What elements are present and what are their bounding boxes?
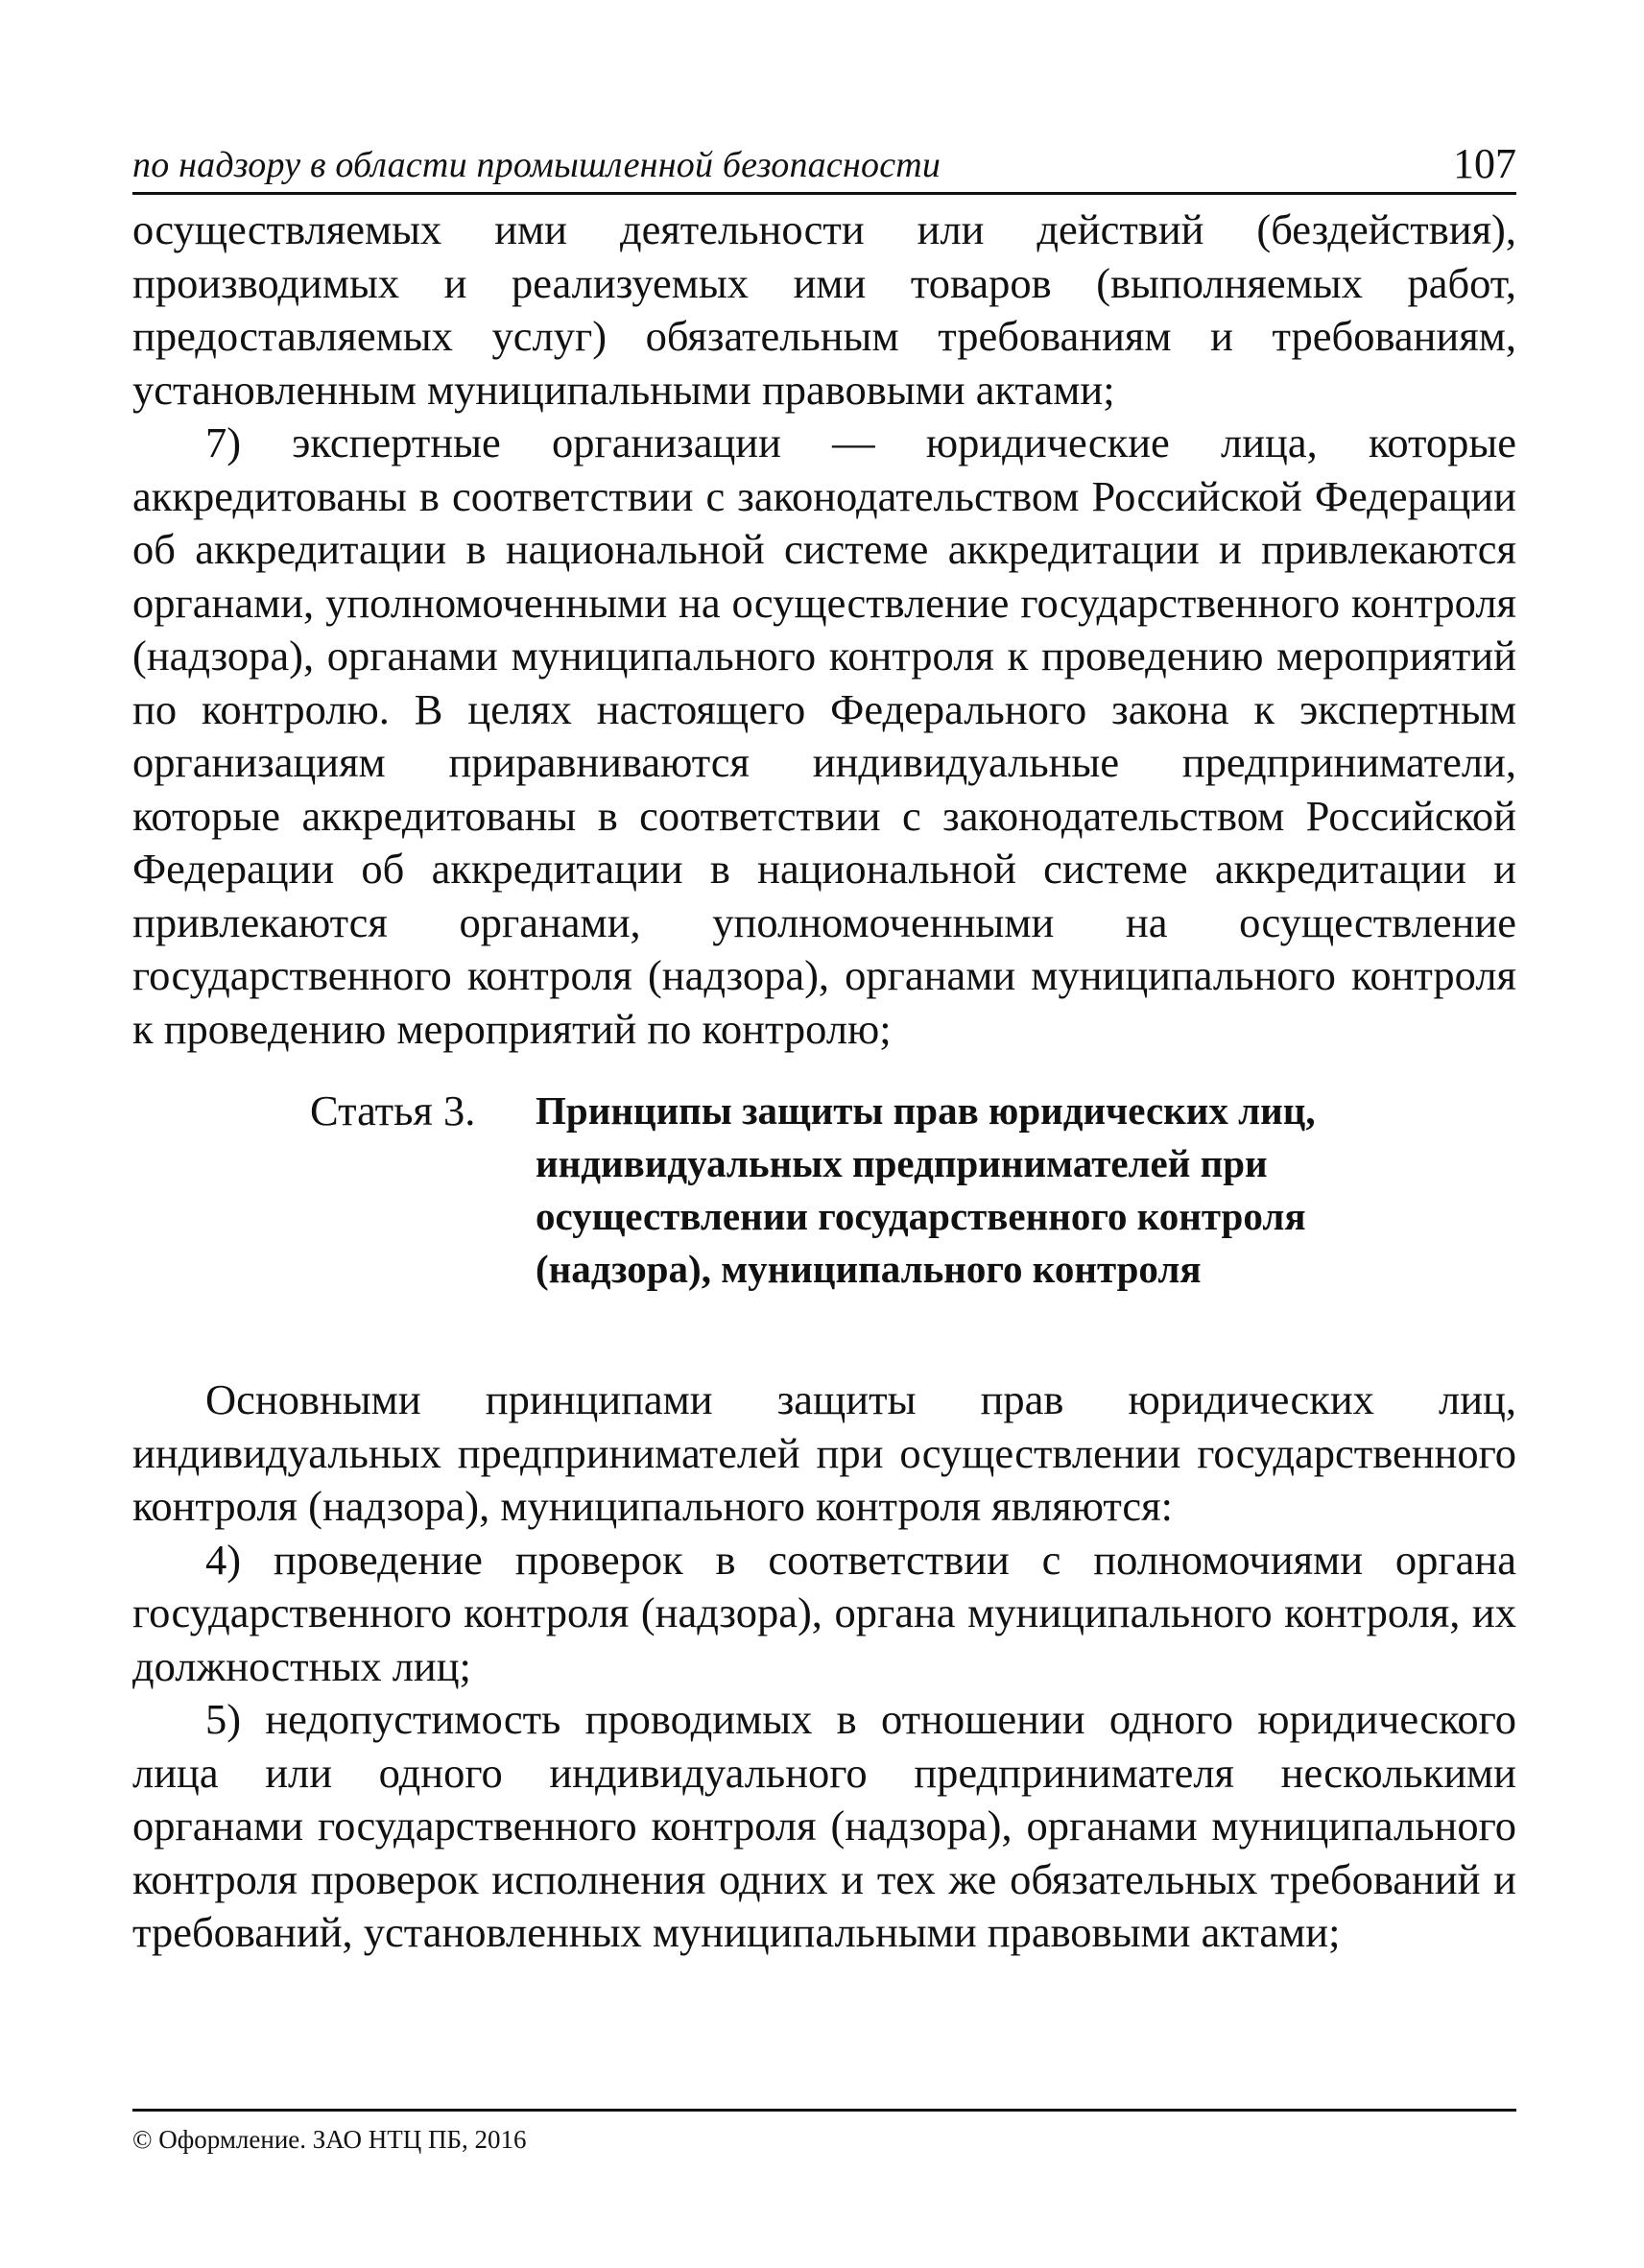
paragraph-item-4: 4) проведение проверок в соответствии с полномочиями органа государственного контроля (надзора), органа муниципального контроля, их должностных лиц; [132, 1535, 1516, 1690]
footer [132, 2109, 1516, 2155]
copyright-text: © Оформление. ЗАО НТЦ ПБ, 2016 [132, 2125, 527, 2154]
running-header [132, 134, 1516, 195]
article-number: Статья 3. [310, 1086, 476, 1134]
page-number: 107 [1453, 140, 1516, 187]
paragraph-item-5: 5) недопустимость проводимых в отношении одного юридического лица или одного индивидуального предпринимателя несколькими органами государственного контроля (надзора), органами муниципального контроля проверок исполнения одних и тех же обязательных требований и требований, установленных муниципальными правовыми актами; [132, 1695, 1516, 1956]
running-title: по надзору в области промышленной безопасности [132, 145, 941, 185]
article-heading [132, 1085, 1516, 1349]
article-title: Принципы защиты прав юридических лиц, индивидуальных предпринимателей при осуществлении государственного контроля (надзора), муниципального контроля [536, 1088, 1316, 1291]
paragraph-continuation: осуществляемых ими деятельности или действий (бездействия), производимых и реализуемых ими товаров (выполняемых работ, предоставляемых услуг) обязательным требованиям и требованиям, установленным муниципальными правовыми актами; [132, 205, 1516, 414]
paragraph-item-7: 7) экспертные организации — юридические лица, которые аккредитованы в соответствии с законодательством Российской Федерации об аккредитации в национальной системе аккредитации и привлекаются органами, уполномоченными на осуществление государственного контроля (надзора), органами муниципального контроля к проведению мероприятий по контролю. В целях настоящего Федерального закона к экспертным организациям приравниваются индивидуальные предприниматели, которые аккредитованы в соответствии с законодательством Российской Федерации об аккредитации в национальной системе аккредитации и привлекаются органами, уполномоченными на осуществление государственного контроля (надзора), органами муниципального контроля к проведению мероприятий по контролю; [132, 418, 1516, 1053]
body-text [132, 203, 1516, 1960]
paragraph-intro: Основными принципами защиты прав юридических лиц, индивидуальных предпринимателей при осуществлении государственного контроля (надзора), муниципального контроля являются: [132, 1375, 1516, 1530]
